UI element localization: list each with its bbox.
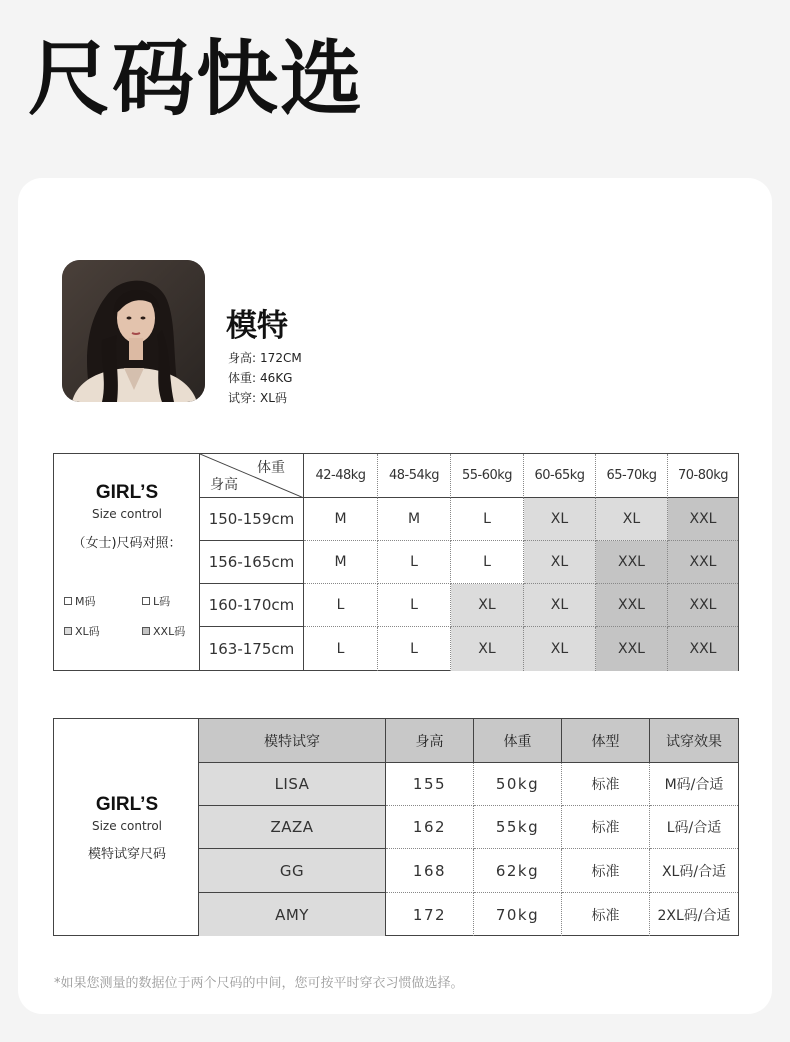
fit-result-cell: XL码/合适 (650, 849, 738, 893)
legend-label: XXL码 (153, 625, 186, 638)
legend-label: L码 (153, 595, 171, 608)
size-cell: XXL (596, 541, 668, 584)
size-chart-grid (200, 454, 738, 670)
size-cell: XL (524, 498, 596, 541)
legend-label: M码 (75, 595, 96, 608)
model-stat-height (228, 348, 302, 368)
size-cell: M (304, 498, 378, 541)
size-cell: L (304, 627, 378, 671)
size-chart-caption: （女士)尺码对照： (72, 536, 182, 551)
legend-l (142, 593, 170, 609)
swatch-icon (64, 627, 72, 635)
size-cell: XXL (596, 584, 668, 627)
size-cell: M (304, 541, 378, 584)
body-type-cell: 标准 (562, 763, 650, 806)
height-range: 160-170cm (200, 584, 304, 627)
legend-label: XL码 (75, 625, 100, 638)
height-range: 150-159cm (200, 498, 304, 541)
stat-value: 172CM (260, 351, 302, 365)
size-cell: M (378, 498, 451, 541)
height-axis-label: 身高 (210, 477, 238, 493)
size-cell: XXL (668, 498, 738, 541)
model-heading: 模特 (226, 308, 288, 344)
height-cell: 168 (386, 849, 474, 893)
size-cell: L (378, 584, 451, 627)
size-cell: XXL (668, 541, 738, 584)
model-fit-label-panel (54, 719, 199, 935)
body-type-cell: 标准 (562, 806, 650, 849)
model-name-cell: ZAZA (199, 806, 386, 849)
stat-value: XL码 (260, 391, 287, 405)
stat-value: 46KG (260, 371, 293, 385)
size-chart-label-panel (54, 454, 200, 670)
weight-header: 70-80kg (668, 454, 738, 498)
weight-header: 48-54kg (378, 454, 451, 498)
stat-key: 身高: (228, 351, 257, 365)
column-header: 体型 (562, 719, 650, 763)
model-photo (62, 260, 205, 402)
swatch-icon (142, 597, 150, 605)
size-cell: XXL (668, 584, 738, 627)
size-guide-card (18, 178, 772, 1014)
model-stat-fit (228, 388, 302, 408)
legend-xl (64, 623, 100, 639)
size-cell: XL (451, 627, 524, 671)
fit-result-cell: 2XL码/合适 (657, 907, 731, 924)
weight-cell: 62kg (474, 849, 562, 893)
model-stats (228, 348, 302, 408)
size-cell: XL (596, 498, 668, 541)
size-cell: L (378, 627, 451, 671)
size-cell: L (304, 584, 378, 627)
size-control-label: Size control (91, 507, 163, 521)
page-title: 尺码快选 (28, 31, 365, 127)
body-type-cell: 标准 (562, 849, 650, 893)
size-cell: XXL (596, 627, 668, 671)
model-stat-weight (228, 368, 302, 388)
brand-label: GIRL’S (95, 794, 159, 815)
column-header: 体重 (474, 719, 562, 763)
fit-result-cell: L码/合适 (650, 806, 738, 849)
size-control-label: Size control (91, 819, 163, 833)
weight-cell: 50kg (474, 763, 562, 806)
weight-axis-label: 体重 (257, 460, 285, 476)
size-cell: L (378, 541, 451, 584)
model-name-cell: GG (199, 849, 386, 893)
column-header: 模特试穿 (199, 719, 386, 763)
weight-header: 60-65kg (524, 454, 596, 498)
size-cell: L (451, 541, 524, 584)
body-type-cell: 标准 (562, 893, 650, 936)
height-cell: 172 (386, 893, 474, 936)
column-header: 身高 (386, 719, 474, 763)
weight-header: 65-70kg (596, 454, 668, 498)
weight-header: 55-60kg (451, 454, 524, 498)
stat-key: 试穿: (228, 391, 257, 405)
swatch-icon (142, 627, 150, 635)
size-cell: L (451, 498, 524, 541)
corner-header (200, 454, 304, 498)
legend-xxl (142, 623, 185, 639)
swatch-icon (64, 597, 72, 605)
height-range: 163-175cm (200, 627, 304, 671)
brand-label: GIRL’S (95, 482, 159, 503)
footnote: *如果您测量的数据位于两个尺码的中间，您可按平时穿衣习惯做选择。 (54, 976, 464, 991)
model-portrait-image (62, 260, 205, 402)
height-cell: 162 (386, 806, 474, 849)
height-cell: 155 (386, 763, 474, 806)
model-fit-table (53, 718, 739, 936)
model-fit-grid (199, 719, 738, 935)
size-cell: XL (451, 584, 524, 627)
size-cell: XXL (668, 627, 738, 671)
size-cell: XL (524, 541, 596, 584)
size-cell: XL (524, 584, 596, 627)
model-name-cell: AMY (199, 893, 386, 936)
stat-key: 体重: (228, 371, 257, 385)
column-header: 试穿效果 (650, 719, 738, 763)
size-cell: XL (524, 627, 596, 671)
weight-header: 42-48kg (304, 454, 378, 498)
size-chart-table (53, 453, 739, 671)
legend-m (64, 593, 96, 609)
weight-cell: 70kg (474, 893, 562, 936)
height-range: 156-165cm (200, 541, 304, 584)
fit-result-cell: M码/合适 (650, 763, 738, 806)
model-name-cell: LISA (199, 763, 386, 806)
weight-cell: 55kg (474, 806, 562, 849)
model-fit-caption: 模特试穿尺码 (87, 847, 166, 862)
